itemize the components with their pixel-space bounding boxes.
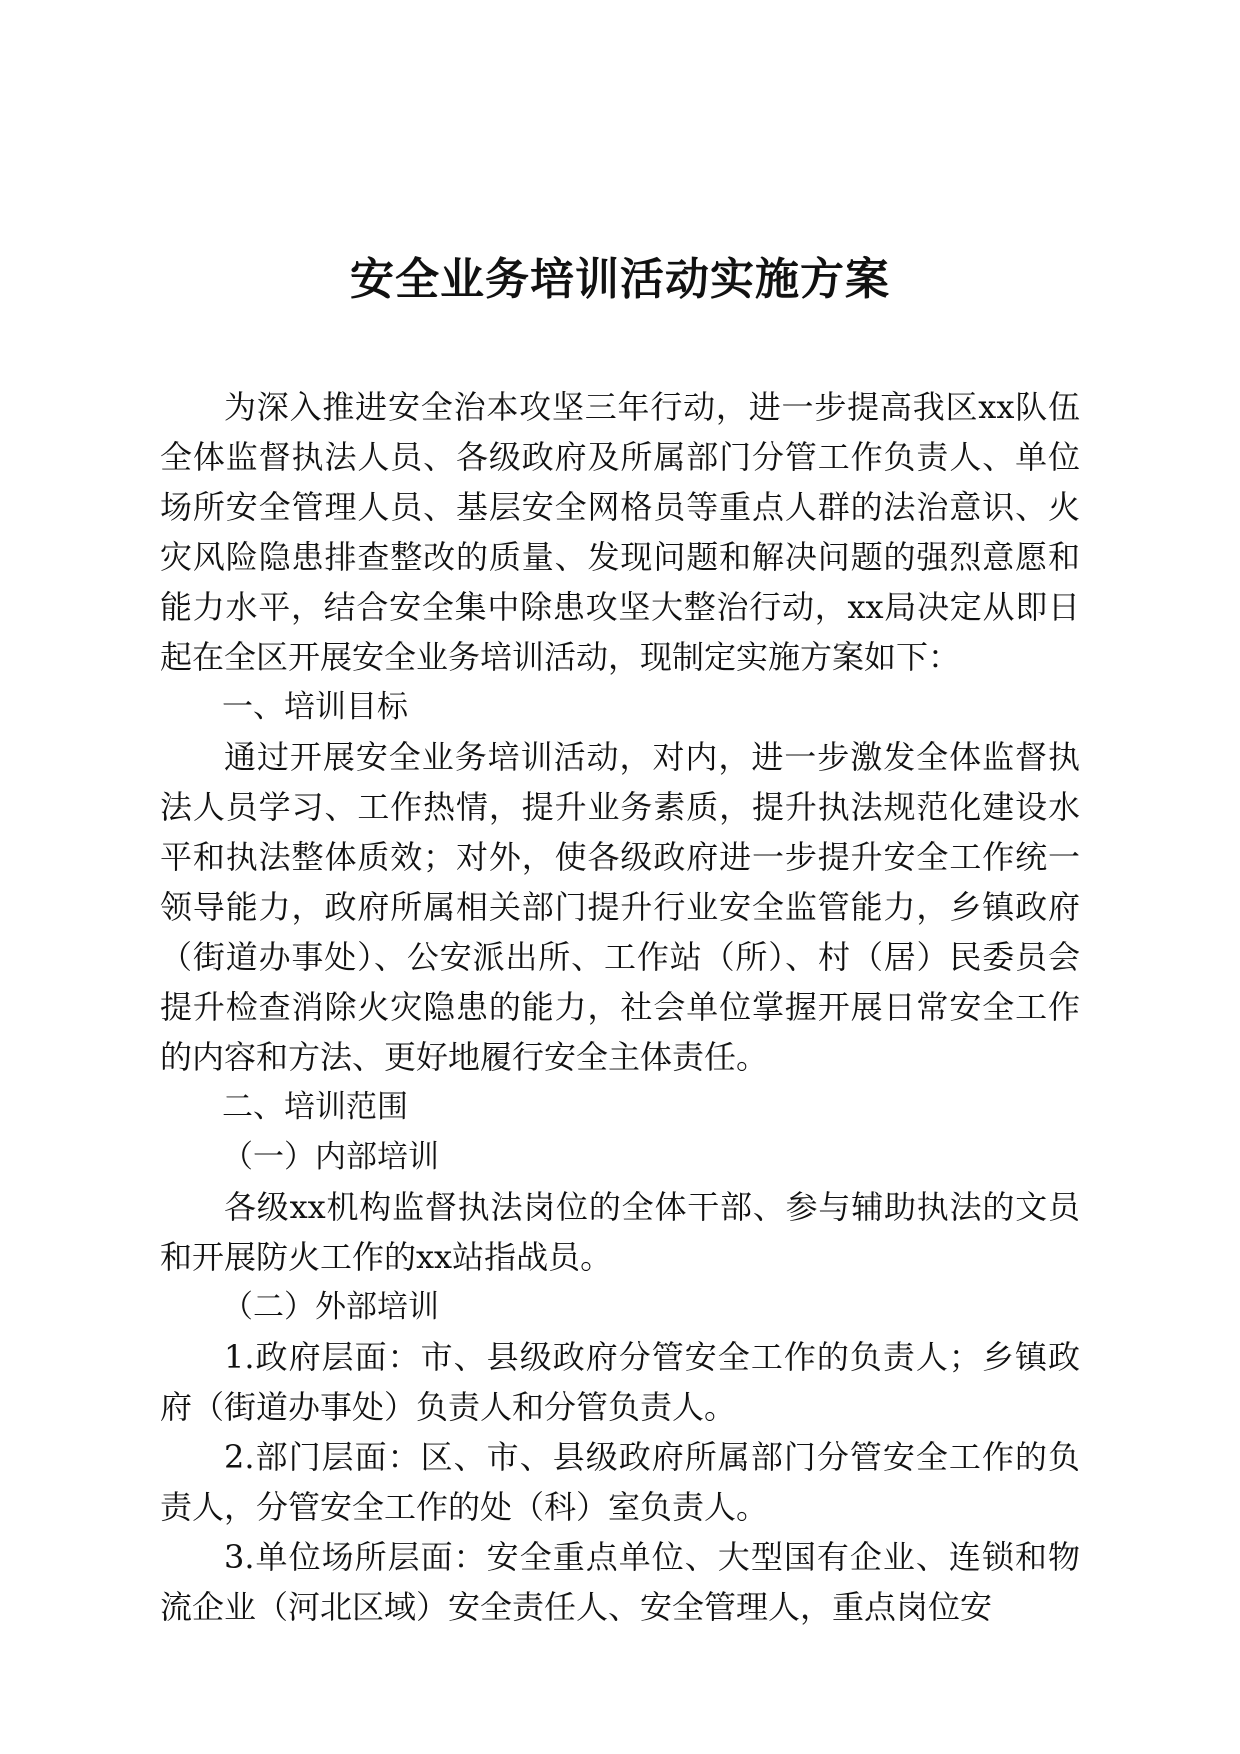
internal-training-paragraph: 各级xx机构监督执法岗位的全体干部、参与辅助执法的文员和开展防火工作的xx站指战员。 xyxy=(160,1188,1080,1276)
subsection-heading-internal: （一）内部培训 xyxy=(222,1139,439,1175)
external-item-department: 2.部门层面：区、市、县级政府所属部门分管安全工作的负责人，分管安全工作的处（科）室负责人。 xyxy=(160,1438,1080,1526)
external-item-government: 1.政府层面：市、县级政府分管安全工作的负责人；乡镇政府（街道办事处）负责人和分管负责人。 xyxy=(160,1338,1080,1426)
intro-paragraph: 为深入推进安全治本攻坚三年行动，进一步提高我区xx队伍全体监督执法人员、各级政府及所属部门分管工作负责人、单位场所安全管理人员、基层安全网格员等重点人群的法治意识、火灾风险隐患排查整改的质量、发现问题和解决问题的强烈意愿和能力水平，结合安全集中除患攻坚大整治行动，xx局决定从即日起在全区开展安全业务培训活动，现制定实施方案如下： xyxy=(160,388,1080,676)
document-body xyxy=(160,382,1080,1632)
section-heading-goals: 一、培训目标 xyxy=(222,689,408,725)
document-content xyxy=(160,250,1080,1632)
section-heading-scope: 二、培训范围 xyxy=(222,1089,408,1125)
document-title: 安全业务培训活动实施方案 xyxy=(350,254,890,305)
subsection-heading-external: （二）外部培训 xyxy=(222,1289,439,1325)
external-item-venue: 3.单位场所层面：安全重点单位、大型国有企业、连锁和物流企业（河北区域）安全责任人、安全管理人，重点岗位安 xyxy=(160,1538,1080,1626)
goals-paragraph: 通过开展安全业务培训活动，对内，进一步激发全体监督执法人员学习、工作热情，提升业务素质，提升执法规范化建设水平和执法整体质效；对外，使各级政府进一步提升安全工作统一领导能力，政府所属相关部门提升行业安全监管能力，乡镇政府（街道办事处）、公安派出所、工作站（所）、村（居）民委员会提升检查消除火灾隐患的能力，社会单位掌握开展日常安全工作的内容和方法、更好地履行安全主体责任。 xyxy=(160,738,1080,1076)
